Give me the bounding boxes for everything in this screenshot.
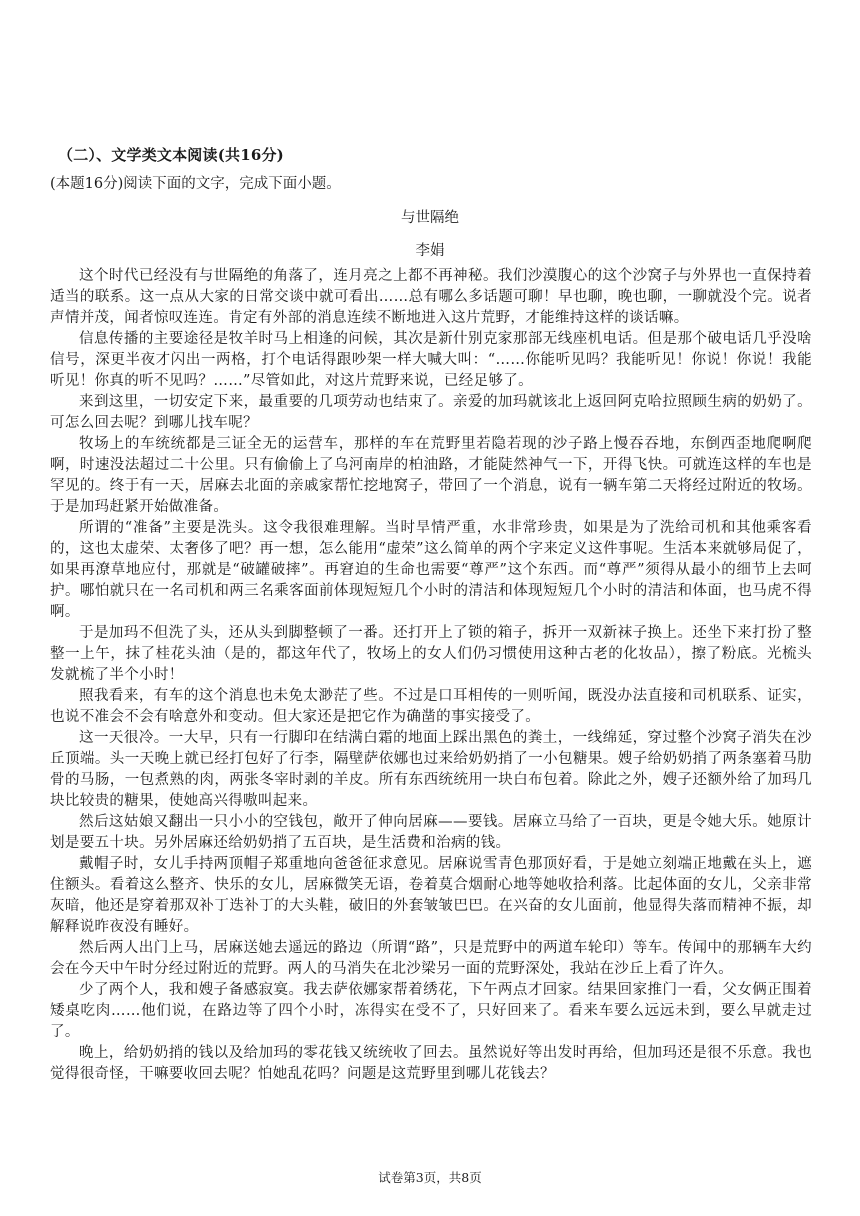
paragraph: 信息传播的主要途径是牧羊时马上相逢的问候，其次是新什别克家那部无线座机电话。但是那个破电话几乎没啥信号，深更半夜才闪出一两格，打个电话得跟吵架一样大喊大叫：“……你能听见吗？我能听见！你说！你说！我能听见！你真的听不见吗？……”尽管如此，对这片荒野来说，已经足够了。 <box>50 331 812 389</box>
paragraph: 照我看来，有车的这个消息也未免太渺茫了些。不过是口耳相传的一则听闻，既没办法直接和司机联系、证实，也说不准会不会有啥意外和变动。但大家还是把它作为确凿的事实接受了。 <box>50 688 812 725</box>
paragraph: 这一天很冷。一大早，只有一行脚印在结满白霜的地面上踩出黑色的粪土，一线绵延，穿过整个沙窝子消失在沙丘顶端。头一天晚上就已经打包好了行李，隔壁萨依娜也过来给奶奶捎了一小包糖果。嫂子给奶奶捎了两条塞着马肋骨的马肠，一包煮熟的肉，两张冬宰时剥的羊皮。所有东西统统用一块白布包着。除此之外，嫂子还额外给了加玛几块比较贵的糖果，使她高兴得嗷叫起来。 <box>50 730 812 809</box>
article-author: 李娟 <box>415 243 445 259</box>
paragraph: 牧场上的车统统都是三证全无的运营车，那样的车在荒野里若隐若现的沙子路上慢吞吞地，东倒西歪地爬啊爬啊，时速没法超过二十公里。只有偷偷上了乌河南岸的柏油路，才能陡然神气一下，开得飞快。可就连这样的车也是罕见的。终于有一天，居麻去北面的亲戚家帮忙挖地窝子，带回了一个消息，说有一辆车第二天将经过附近的牧场。于是加玛赶紧开始做准备。 <box>50 436 812 515</box>
paragraph: 于是加玛不但洗了头，还从头到脚整顿了一番。还打开上了锁的箱子，拆开一双新袜子换上。还坐下来打扮了整整一上午，抹了桂花头油（是的，都这年代了，牧场上的女人们仍习惯使用这种古老的化妆品），擦了粉底。光梳头发就梳了半个小时！ <box>50 625 812 683</box>
page-footer: 试卷第3页，共8页 <box>378 1170 482 1185</box>
question-instruction: (本题16分)阅读下面的文字，完成下面小题。 <box>50 176 341 192</box>
article-title: 与世隔绝 <box>401 210 459 226</box>
section-heading: （二）、文学类文本阅读(共16分) <box>58 146 284 164</box>
paragraph: 所谓的“准备”主要是洗头。这令我很难理解。当时旱情严重，水非常珍贵，如果是为了洗给司机和其他乘客看的，这也太虚荣、太奢侈了吧？再一想，怎么能用“虚荣”这么简单的两个字来定义这件事呢。生活本来就够局促了，如果再潦草地应付，那就是“破罐破摔”。再窘迫的生命也需要“尊严”这个东西。而“尊严”须得从最小的细节上去呵护。哪怕就只在一名司机和两三名乘客面前体现短短几个小时的清洁和体现短短几个小时的清洁和体面，也马虎不得啊。 <box>50 520 812 620</box>
paragraph: 来到这里，一切安定下来，最重要的几项劳动也结束了。亲爱的加玛就该北上返回阿克哈拉照顾生病的奶奶了。可怎么回去呢？到哪儿找车呢？ <box>50 394 812 431</box>
paragraph: 少了两个人，我和嫂子备感寂寞。我去萨依娜家帮着绣花，下午两点才回家。结果回家推门一看，父女俩正围着矮桌吃肉……他们说，在路边等了四个小时，冻得实在受不了，只好回来了。看来车要么远远未到，要么早就走过了。 <box>50 982 812 1040</box>
paragraph: 这个时代已经没有与世隔绝的角落了，连月亮之上都不再神秘。我们沙漠腹心的这个沙窝子与外界也一直保持着适当的联系。这一点从大家的日常交谈中就可看出……总有哪么多话题可聊！早也聊，晚也聊，一聊就没个完。说者声情并茂，闻者惊叹连连。肯定有外部的消息连续不断地进入这片荒野，才能维持这样的谈话嘛。 <box>50 268 812 326</box>
paragraph: 戴帽子时，女儿手持两顶帽子郑重地向爸爸征求意见。居麻说雪青色那顶好看，于是她立刻端正地戴在头上，遮住额头。看着这么整齐、快乐的女儿，居麻微笑无语，卷着莫合烟耐心地等她收拾利落。比起体面的女儿，父亲非常灰暗，他还是穿着那双补丁迭补丁的大头鞋，破旧的外套皱皱巴巴。在兴奋的女儿面前，他显得失落而精神不振，却解释说昨夜没有睡好。 <box>50 856 812 935</box>
paragraph: 然后两人出门上马，居麻送她去遥远的路边（所谓“路”，只是荒野中的两道车轮印）等车。传闻中的那辆车大约会在今天中午时分经过附近的荒野。两人的马消失在北沙梁另一面的荒野深处，我站在沙丘上看了许久。 <box>50 940 812 977</box>
paragraph: 晚上，给奶奶捎的钱以及给加玛的零花钱又统统收了回去。虽然说好等出发时再给，但加玛还是很不乐意。我也觉得很奇怪，干嘛要收回去呢？怕她乱花吗？问题是这荒野里到哪儿花钱去？ <box>50 1045 812 1082</box>
article-body <box>50 266 812 1085</box>
paragraph: 然后这姑娘又翻出一只小小的空钱包，敞开了伸向居麻——要钱。居麻立马给了一百块，更是令她大乐。她原计划是要五十块。另外居麻还给奶奶捎了五百块，是生活费和治病的钱。 <box>50 814 812 851</box>
